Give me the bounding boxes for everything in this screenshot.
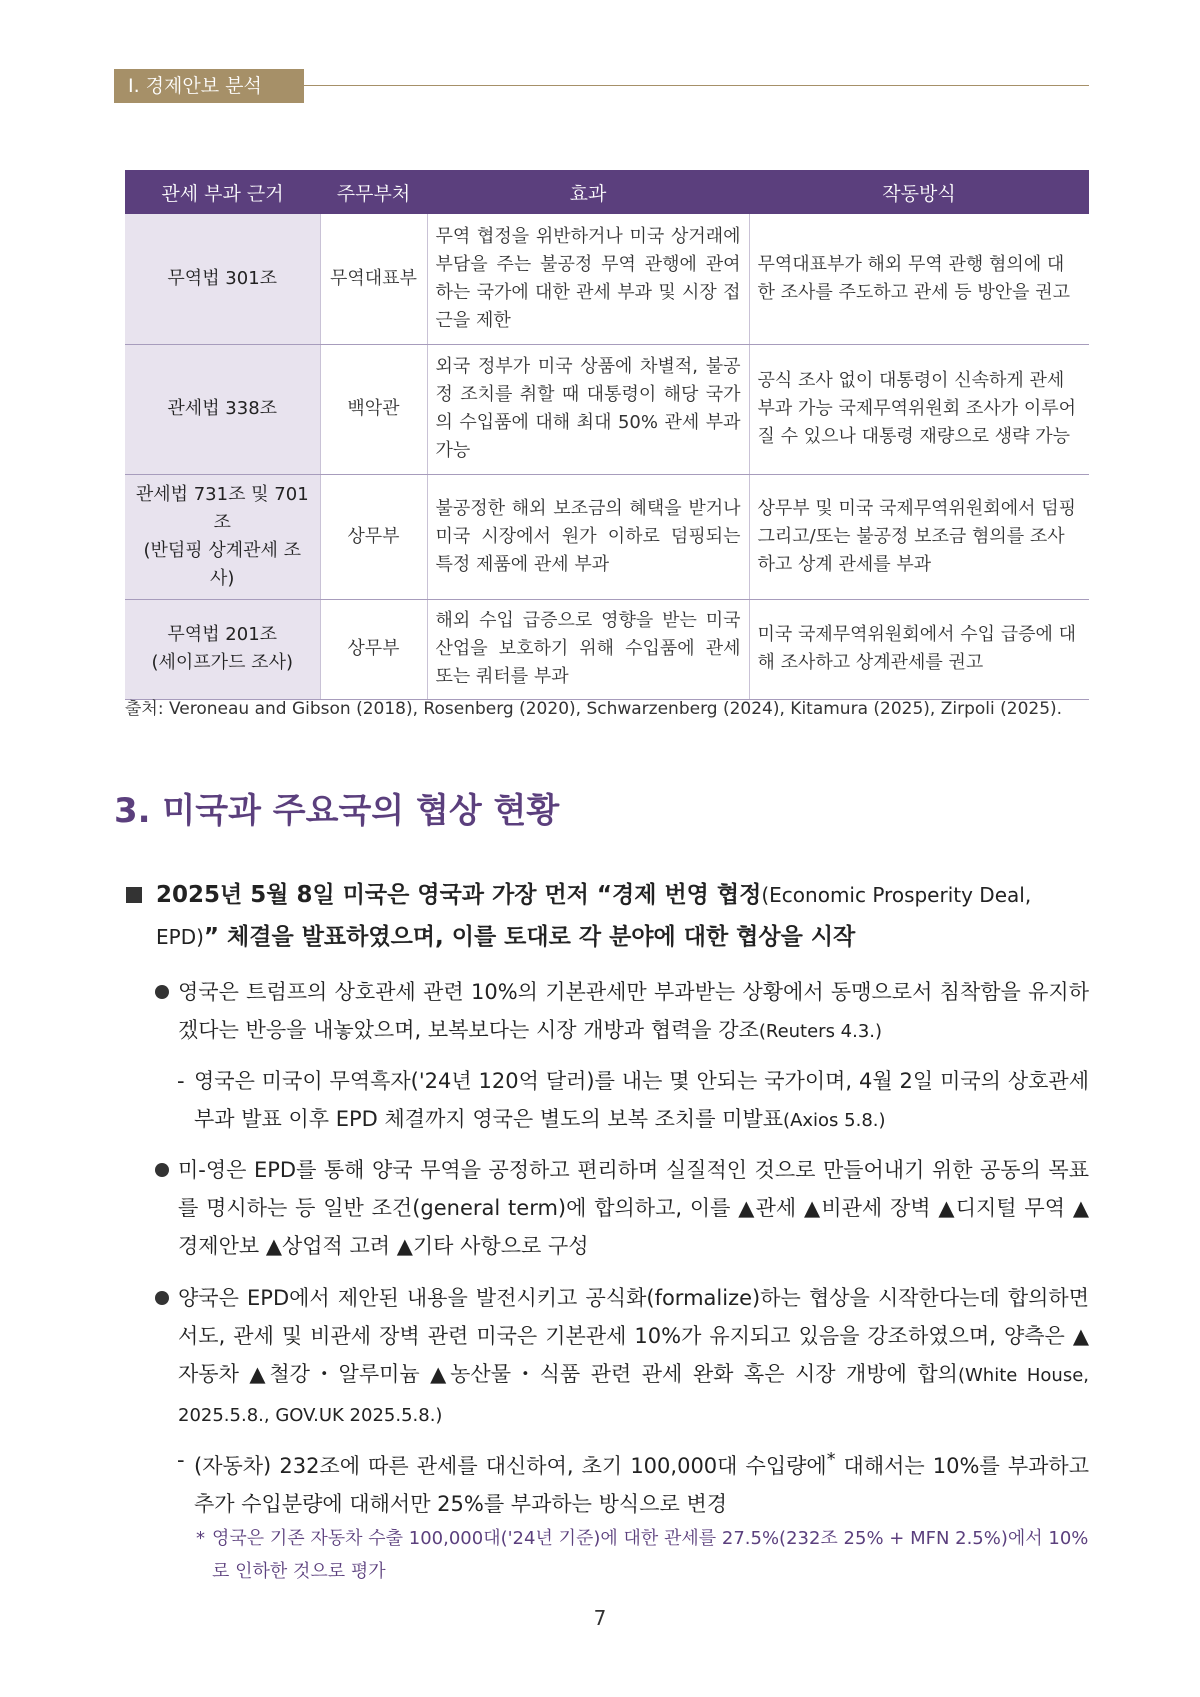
footnote-marker: *	[826, 1450, 836, 1470]
dash-marker: -	[177, 1069, 185, 1093]
cell-effect: 불공정한 해외 보조금의 혜택을 받거나 미국 시장에서 원가 이하로 덤핑되는 특정 제품에 관세 부과	[427, 474, 749, 599]
bullet-body: 양국은 EPD에서 제안된 내용을 발전시키고 공식화(formalize)하는 협상을 시작한다는데 합의하면서도, 관세 및 비관세 장벽 관련 미국은 기본관세 10%가 유지되고 있음을 강조하였으며, 양측은 ▲자동차 ▲철강・알루미늄 ▲농산물・식품 관련 관세 완화 혹은 시장 개방에 합의	[178, 1286, 1089, 1386]
cell-effect: 외국 정부가 미국 상품에 차별적, 불공정 조치를 취할 때 대통령이 해당 국가의 수입품에 대해 최대 50% 관세 부과 가능	[427, 344, 749, 474]
table-row	[125, 214, 1089, 344]
sub-reference: (Axios 5.8.)	[783, 1110, 886, 1131]
footnote-star: *	[196, 1528, 205, 1549]
cell-dept: 상무부	[320, 474, 427, 599]
cell-mechanism: 무역대표부가 해외 무역 관행 혐의에 대한 조사를 주도하고 관세 등 방안을 권고	[749, 214, 1089, 344]
bullet-item	[155, 1279, 1089, 1435]
sub-body-b: 대해서는 10%를 부과하고 추가 수입분량에 대해서만 25%를 부과하는 방식으로 변경	[194, 1454, 1090, 1516]
main-point	[126, 874, 1090, 958]
page-header	[114, 69, 1089, 103]
cell-basis	[125, 599, 320, 699]
table-row	[125, 474, 1089, 599]
section-title: 3. 미국과 주요국의 협상 현황	[114, 791, 560, 831]
main-point-abbrev: (Economic Prosperity Deal, EPD)	[156, 883, 1032, 949]
cell-dept: 상무부	[320, 599, 427, 699]
table-source-note: 출처: Veroneau and Gibson (2018), Rosenberg (2020), Schwarzenberg (2024), Kitamura (2025), Zirpoli (2025).	[125, 699, 1063, 719]
section-label: Ⅰ. 경제안보 분석	[114, 69, 304, 103]
cell-mechanism: 상무부 및 미국 국제무역위원회에서 덤핑 그리고/또는 불공정 보조금 혐의를 조사하고 상계 관세를 부과	[749, 474, 1089, 599]
main-point-text-b: ” 체결을 발표하였으며, 이를 토대로 각 분야에 대한 협상을 시작	[203, 924, 856, 950]
cell-basis	[125, 474, 320, 599]
header-divider	[304, 85, 1089, 86]
bullet-item	[155, 1151, 1089, 1265]
basis-subline: (세이프가드 조사)	[151, 652, 293, 673]
bullet-body: 영국은 트럼프의 상호관세 관련 10%의 기본관세만 부과받는 상황에서 동맹으로서 침착함을 유지하겠다는 반응을 내놓았으며, 보복보다는 시장 개방과 협력을 강조	[178, 980, 1089, 1042]
bullet-item	[155, 973, 1089, 1051]
cell-basis: 무역법 301조	[125, 214, 320, 344]
header-dept: 주무부처	[320, 170, 427, 214]
bullet-text	[178, 1279, 1089, 1435]
sub-text	[194, 1062, 1089, 1140]
cell-mechanism: 공식 조사 없이 대통령이 신속하게 관세 부과 가능 국제무역위원회 조사가 이루어질 수 있으나 대통령 재량으로 생략 가능	[749, 344, 1089, 474]
cell-effect: 해외 수입 급증으로 영향을 받는 미국 산업을 보호하기 위해 수입품에 관세 또는 쿼터를 부과	[427, 599, 749, 699]
circle-bullet-icon	[155, 1291, 169, 1305]
bullet-text	[178, 1151, 1089, 1265]
basis-line: 무역법 201조	[167, 624, 278, 645]
table-row	[125, 344, 1089, 474]
bullet-reference: (White House, 2025.5.8., GOV.UK 2025.5.8.)	[178, 1365, 1090, 1426]
sub-item	[177, 1062, 1089, 1140]
header-basis: 관세 부과 근거	[125, 170, 320, 214]
page-number: 7	[593, 1606, 607, 1630]
bullet-body: 미-영은 EPD를 통해 양국 무역을 공정하고 편리하며 실질적인 것으로 만들어내기 위한 공동의 목표를 명시하는 등 일반 조건(general term)에 합의하고, 이를 ▲관세 ▲비관세 장벽 ▲디지털 무역 ▲경제안보 ▲상업적 고려 ▲기타 사항으로 구성	[178, 1158, 1089, 1258]
square-bullet-icon	[126, 887, 142, 903]
circle-bullet-icon	[155, 985, 169, 999]
header-mechanism: 작동방식	[749, 170, 1089, 214]
bullet-reference: (Reuters 4.3.)	[758, 1021, 883, 1042]
sub-body: 영국은 미국이 무역흑자('24년 120억 달러)를 내는 몇 안되는 국가이며, 4월 2일 미국의 상호관세 부과 발표 이후 EPD 체결까지 영국은 별도의 보복 조치를 미발표	[194, 1069, 1089, 1131]
basis-subline: (반덤핑 상계관세 조사)	[143, 539, 302, 589]
footnote-text: 영국은 기존 자동차 수출 100,000대('24년 기준)에 대한 관세를 27.5%(232조 25% + MFN 2.5%)에서 10%로 인하한 것으로 평가	[212, 1528, 1089, 1582]
sub-item	[177, 1441, 1089, 1523]
dash-marker: -	[177, 1448, 185, 1472]
sub-body-a: (자동차) 232조에 따른 관세를 대신하여, 초기 100,000대 수입량에	[194, 1454, 827, 1478]
main-point-text	[156, 874, 1090, 958]
sub-text	[194, 1441, 1089, 1523]
tariff-basis-table	[125, 170, 1089, 700]
cell-dept: 무역대표부	[320, 214, 427, 344]
footnote	[196, 1522, 1089, 1588]
cell-mechanism: 미국 국제무역위원회에서 수입 급증에 대해 조사하고 상계관세를 권고	[749, 599, 1089, 699]
circle-bullet-icon	[155, 1163, 169, 1177]
bullet-text	[178, 973, 1089, 1051]
cell-dept: 백악관	[320, 344, 427, 474]
cell-basis: 관세법 338조	[125, 344, 320, 474]
table-header-row	[125, 170, 1089, 214]
main-point-text-a: 2025년 5월 8일 미국은 영국과 가장 먼저 “경제 번영 협정	[156, 882, 762, 908]
header-effect: 효과	[427, 170, 749, 214]
cell-effect: 무역 협정을 위반하거나 미국 상거래에 부담을 주는 불공정 무역 관행에 관여하는 국가에 대한 관세 부과 및 시장 접근을 제한	[427, 214, 749, 344]
table-row	[125, 599, 1089, 699]
basis-line: 관세법 731조 및 701조	[135, 483, 309, 533]
